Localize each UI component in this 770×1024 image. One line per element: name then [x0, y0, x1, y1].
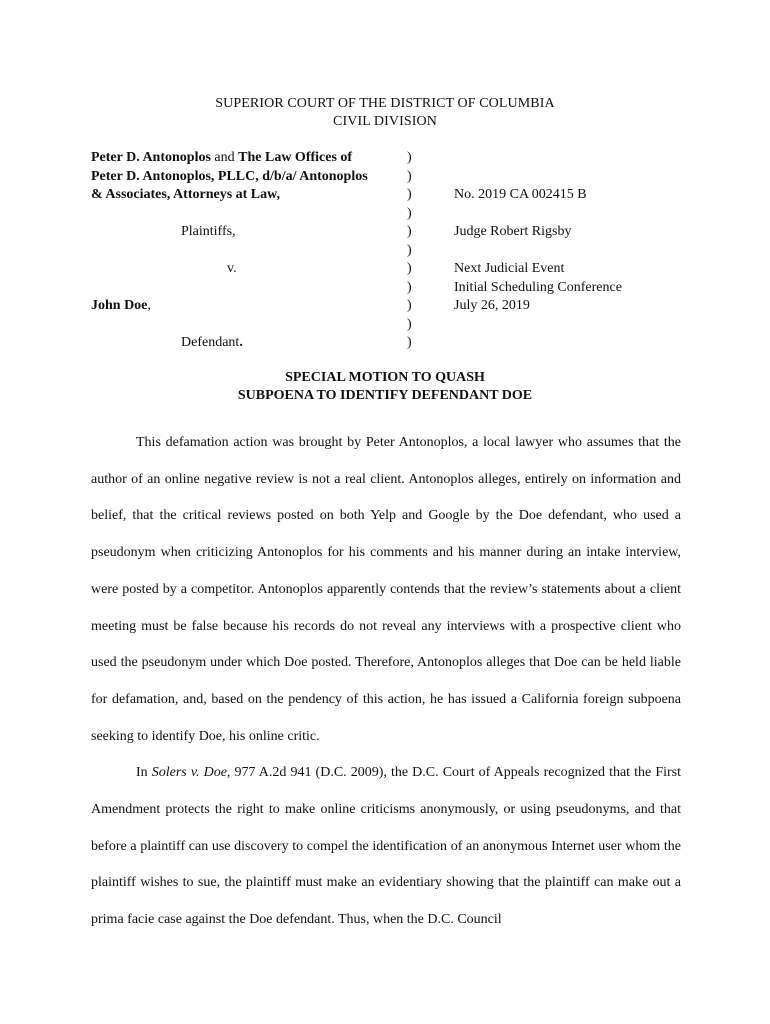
caption-parentheses: [407, 149, 412, 353]
motion-title: [0, 369, 770, 405]
paren: ): [407, 205, 412, 221]
plaintiff-line-2: Peter D. Antonoplos, PLLC, d/b/a/ Antonoplos: [91, 168, 368, 184]
next-event-date: July 26, 2019: [454, 298, 530, 313]
case-caption: [91, 149, 691, 359]
motion-title-line-1: SPECIAL MOTION TO QUASH: [285, 370, 485, 385]
court-name: SUPERIOR COURT OF THE DISTRICT OF COLUMBIA: [215, 96, 555, 111]
paragraph-2: In Solers v. Doe, 977 A.2d 941 (D.C. 2009), the D.C. Court of Appeals recognized that the First Amendment protects the right to make online criticisms anonymously, or using pseudonyms, and that before a plaintiff can use discovery to compel the identification of an anonymous Internet user whom the plaintiff wishes to sue, the plaintiff must make an evidentiary showing that the plaintiff can make out a prima facie case against the Doe defendant. Thus, when the D.C. Council: [91, 765, 681, 928]
paren: ): [407, 150, 412, 165]
paren: ): [407, 187, 412, 202]
defendant-label: Defendant.: [181, 335, 243, 350]
next-event-name: Initial Scheduling Conference: [454, 279, 622, 295]
paren: ): [407, 279, 412, 295]
plaintiff-line-1: Peter D. Antonoplos and The Law Offices of: [91, 150, 353, 165]
paren: ): [407, 335, 412, 350]
paragraph-1: This defamation action was brought by Peter Antonoplos, a local lawyer who assumes that the author of an online negative review is not a real client. Antonoplos alleges, entirely on information and belief, that the critical reviews posted on both Yelp and Google by the Doe defendant, who used a pseudonym when criticizing Antonoplos for his comments and his manner during an intake interview, were posted by a competitor. Antonoplos apparently contends that the review’s statements about a client meeting must be false because his records do not reveal any interviews with a prospective client who used the pseudonym under which Doe posted. Therefore, Antonoplos alleges that Doe can be held liable for defamation, and, based on the pendency of this action, he has issued a California foreign subpoena seeking to identify Doe, his online critic.: [91, 435, 681, 744]
plaintiffs-label: Plaintiffs,: [181, 224, 236, 239]
motion-title-line-2: SUBPOENA TO IDENTIFY DEFENDANT DOE: [237, 388, 533, 403]
motion-body: [91, 425, 681, 939]
case-number: No. 2019 CA 002415 B: [454, 187, 587, 202]
paren: ): [407, 261, 412, 276]
paren: ): [407, 168, 412, 184]
paren: ): [407, 298, 412, 313]
judge-name: Judge Robert Rigsby: [454, 224, 572, 239]
versus: v.: [227, 261, 237, 276]
parties-block: [91, 149, 401, 350]
plaintiff-line-3: & Associates, Attorneys at Law,: [91, 187, 280, 202]
paren: ): [407, 224, 412, 239]
court-division: CIVIL DIVISION: [333, 114, 437, 129]
case-citation: Solers v. Doe: [151, 765, 227, 781]
court-header: [0, 95, 770, 131]
paren: ): [407, 242, 412, 258]
paren: ): [407, 316, 412, 332]
next-event-label: Next Judicial Event: [454, 261, 565, 276]
defendant-name-line: John Doe,: [91, 298, 151, 313]
